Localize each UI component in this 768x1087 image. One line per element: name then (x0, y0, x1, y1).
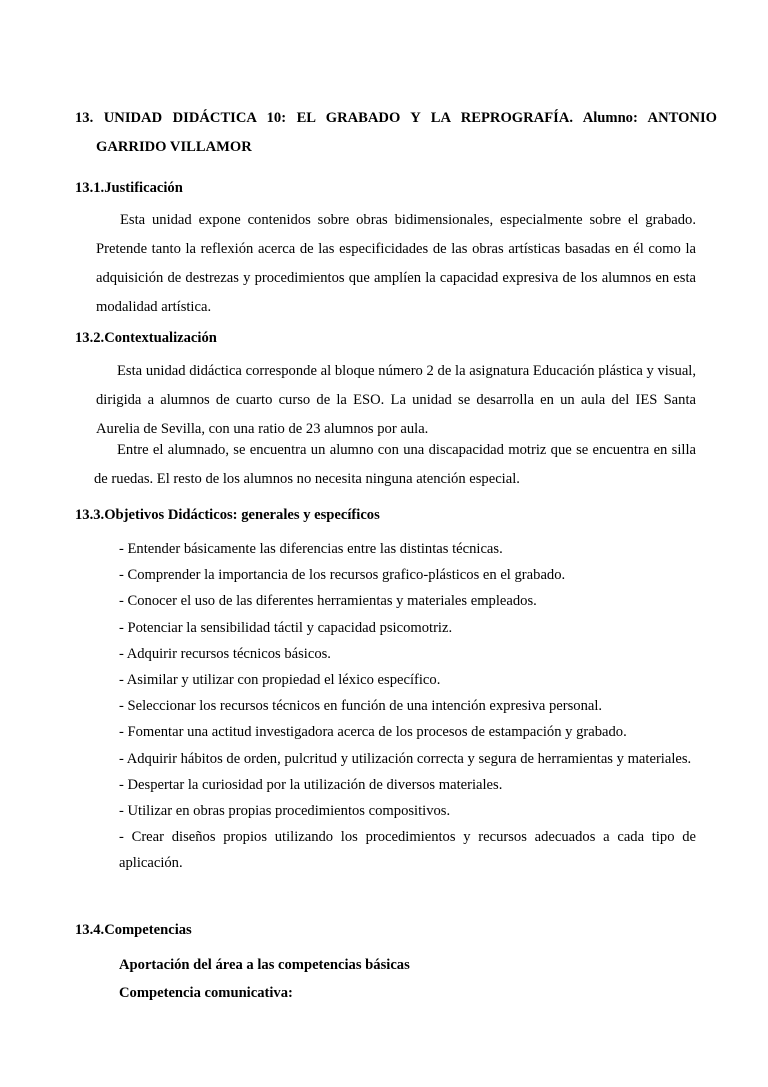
title-number: 13. (75, 110, 94, 126)
competencias-subheading-aportacion: Aportación del área a las competencias básicas (119, 957, 410, 973)
list-item: - Potenciar la sensibilidad táctil y capacidad psicomotriz. (119, 619, 453, 636)
competencias-subheading-comunicativa: Competencia comunicativa: (119, 985, 293, 1001)
list-item: - Entender básicamente las diferencias entre las distintas técnicas. (119, 541, 503, 557)
list-item: - Asimilar y utilizar con propiedad el léxico específico. (119, 672, 441, 689)
list-item: - Adquirir recursos técnicos básicos. (119, 645, 331, 662)
justificacion-paragraph: Esta unidad expone contenidos sobre obras bidimensionales, especialmente sobre el grabado. Pretende tanto la reflexión acerca de las especificidades de las obras artísticas basadas en él como la adquisición de destrezas y procedimientos que amplíen la capacidad expresiva de los alumnos en esta modalidad artística. (96, 212, 696, 315)
list-item: - Despertar la curiosidad por la utilización de diversos materiales. (119, 776, 503, 793)
section-heading-objetivos: 13.3.Objetivos Didácticos: generales y específicos (75, 507, 380, 523)
document-title (75, 104, 717, 162)
list-item: - Utilizar en obras propias procedimientos compositivos. (119, 803, 451, 820)
list-item: - Adquirir hábitos de orden, pulcritud y utilización correcta y segura de herramientas y materiales. (119, 750, 692, 767)
list-item: - Conocer el uso de las diferentes herramientas y materiales empleados. (119, 593, 537, 610)
contextualizacion-paragraph-2: Entre el alumnado, se encuentra un alumno con una discapacidad motriz que se encuentra en silla de ruedas. El resto de los alumnos no necesita ninguna atención especial. (94, 442, 696, 487)
section-heading-competencias: 13.4.Competencias (75, 922, 192, 938)
section-heading-contextualizacion: 13.2.Contextualización (75, 330, 217, 346)
list-item: - Seleccionar los recursos técnicos en función de una intención expresiva personal. (119, 698, 603, 715)
contextualizacion-paragraph-1: Esta unidad didáctica corresponde al bloque número 2 de la asignatura Educación plástica y visual, dirigida a alumnos de cuarto curso de la ESO. La unidad se desarrolla en un aula del IES Santa Aurelia de Sevilla, con una ratio de 23 alumnos por aula. (96, 363, 696, 437)
list-item: - Fomentar una actitud investigadora acerca de los procesos de estampación y grabado. (119, 724, 627, 741)
objetivos-list (119, 536, 696, 877)
title-text: UNIDAD DIDÁCTICA 10: EL GRABADO Y LA REPROGRAFÍA. Alumno: ANTONIO GARRIDO VILLAMOR (96, 110, 717, 155)
section-heading-justificacion: 13.1.Justificación (75, 180, 183, 196)
list-item: - Crear diseños propios utilizando los procedimientos y recursos adecuados a cada tipo de aplicación. (119, 829, 696, 872)
list-item: - Comprender la importancia de los recursos grafico-plásticos en el grabado. (119, 567, 566, 584)
